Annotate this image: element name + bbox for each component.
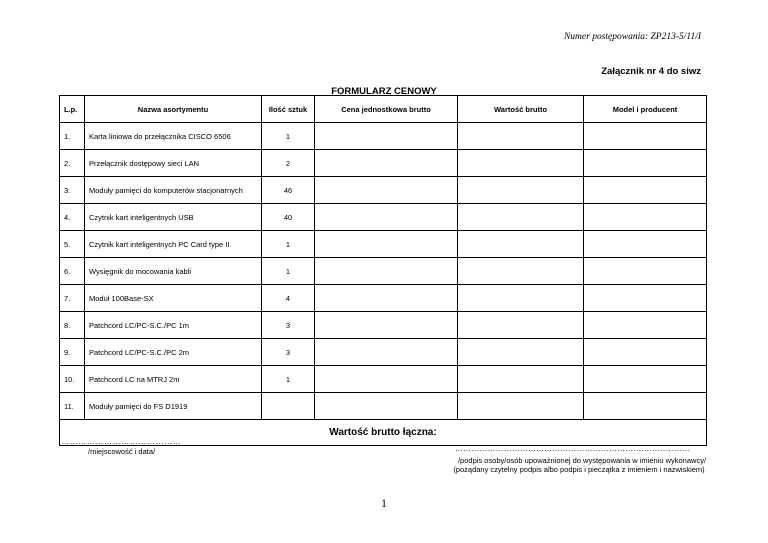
unit-price-cell[interactable]: [315, 258, 458, 285]
item-quantity: 2: [262, 150, 315, 177]
gross-value-cell[interactable]: [458, 204, 584, 231]
row-number: 5.: [60, 231, 85, 258]
item-quantity: 3: [262, 312, 315, 339]
model-producer-cell[interactable]: [584, 123, 707, 150]
place-date-label: /miejscowość i data/: [88, 447, 156, 456]
page-number: 1: [381, 496, 387, 510]
item-name: Patchcord LC/PC-S.C./PC 2m: [85, 339, 262, 366]
item-quantity: 4: [262, 285, 315, 312]
row-number: 2.: [60, 150, 85, 177]
model-producer-cell[interactable]: [584, 231, 707, 258]
model-producer-cell[interactable]: [584, 285, 707, 312]
table-row: [60, 231, 707, 258]
price-table: [59, 95, 707, 446]
model-producer-cell[interactable]: [584, 258, 707, 285]
item-quantity: 40: [262, 204, 315, 231]
row-number: 4.: [60, 204, 85, 231]
signature-caption: /podpis osoby/osób upoważnionej do występowania w imieniu wykonawcy/: [457, 456, 707, 465]
item-name: Moduły pamięci do komputerów stacjonarnych: [85, 177, 262, 204]
table-header-row: [60, 96, 707, 123]
table-row: [60, 366, 707, 393]
model-producer-cell[interactable]: [584, 150, 707, 177]
model-producer-cell[interactable]: [584, 393, 707, 420]
row-number: 11.: [60, 393, 85, 420]
model-producer-cell[interactable]: [584, 177, 707, 204]
item-name: Wysięgnik do mocowania kabli: [85, 258, 262, 285]
gross-value-cell[interactable]: [458, 285, 584, 312]
gross-value-cell[interactable]: [458, 231, 584, 258]
total-gross-value-label: Wartość brutto łączna:: [60, 420, 707, 446]
unit-price-cell[interactable]: [315, 366, 458, 393]
item-name: Patchcord LC/PC-S.C./PC 1m: [85, 312, 262, 339]
table-row: [60, 150, 707, 177]
column-header-model-producer: Model i producent: [584, 96, 707, 123]
gross-value-cell[interactable]: [458, 123, 584, 150]
table-row: [60, 123, 707, 150]
table-row: [60, 258, 707, 285]
unit-price-cell[interactable]: [315, 339, 458, 366]
item-quantity: 1: [262, 123, 315, 150]
model-producer-cell[interactable]: [584, 204, 707, 231]
column-header-quantity: Ilość sztuk: [262, 96, 315, 123]
item-quantity: 1: [262, 231, 315, 258]
gross-value-cell[interactable]: [458, 177, 584, 204]
row-number: 10.: [60, 366, 85, 393]
table-row: [60, 285, 707, 312]
item-quantity: 46: [262, 177, 315, 204]
gross-value-cell[interactable]: [458, 366, 584, 393]
item-name: Czytnik kart inteligentnych PC Card type II: [85, 231, 262, 258]
row-number: 1.: [60, 123, 85, 150]
unit-price-cell[interactable]: [315, 285, 458, 312]
gross-value-cell[interactable]: [458, 339, 584, 366]
table-row: [60, 177, 707, 204]
gross-value-cell[interactable]: [458, 150, 584, 177]
gross-value-cell[interactable]: [458, 258, 584, 285]
item-name: Moduły pamięci do FS D1919: [85, 393, 262, 420]
item-name: Patchcord LC na MTRJ 2m: [85, 366, 262, 393]
table-row: [60, 339, 707, 366]
item-name: Karta liniowa do przełącznika CISCO 6506: [85, 123, 262, 150]
item-name: Czytnik kart inteligentnych USB: [85, 204, 262, 231]
unit-price-cell[interactable]: [315, 312, 458, 339]
item-quantity: 1: [262, 258, 315, 285]
place-date-dotted-line: ……………………………………: [61, 437, 182, 446]
row-number: 6.: [60, 258, 85, 285]
annex-label: Załącznik nr 4 do siwz: [601, 66, 701, 77]
unit-price-cell[interactable]: [315, 150, 458, 177]
table-row: [60, 204, 707, 231]
item-name: Przełącznik dostępowy sieci LAN: [85, 150, 262, 177]
gross-value-cell[interactable]: [458, 312, 584, 339]
signature-note: (pożądany czytelny podpis albo podpis i pieczątka z imieniem i nazwiskiem): [453, 465, 705, 474]
table-row: [60, 393, 707, 420]
item-name: Moduł 100Base-SX: [85, 285, 262, 312]
model-producer-cell[interactable]: [584, 366, 707, 393]
row-number: 3.: [60, 177, 85, 204]
row-number: 8.: [60, 312, 85, 339]
unit-price-cell[interactable]: [315, 123, 458, 150]
row-number: 7.: [60, 285, 85, 312]
unit-price-cell[interactable]: [315, 204, 458, 231]
item-quantity: 3: [262, 339, 315, 366]
item-quantity: [262, 393, 315, 420]
table-row: [60, 312, 707, 339]
model-producer-cell[interactable]: [584, 312, 707, 339]
column-header-lp: L.p.: [60, 96, 85, 123]
gross-value-cell[interactable]: [458, 393, 584, 420]
unit-price-cell[interactable]: [315, 231, 458, 258]
item-quantity: 1: [262, 366, 315, 393]
column-header-unit-price: Cena jednostkowa brutto: [315, 96, 458, 123]
row-number: 9.: [60, 339, 85, 366]
form-title: FORMULARZ CENOWY: [331, 86, 437, 97]
procedure-number: Numer postępowania: ZP213-5/11/I: [563, 32, 701, 42]
signature-dotted-line: ……………………………………………………………………………: [455, 444, 690, 453]
unit-price-cell[interactable]: [315, 393, 458, 420]
model-producer-cell[interactable]: [584, 339, 707, 366]
column-header-name: Nazwa asortymentu: [85, 96, 262, 123]
unit-price-cell[interactable]: [315, 177, 458, 204]
column-header-gross-value: Wartość brutto: [458, 96, 584, 123]
